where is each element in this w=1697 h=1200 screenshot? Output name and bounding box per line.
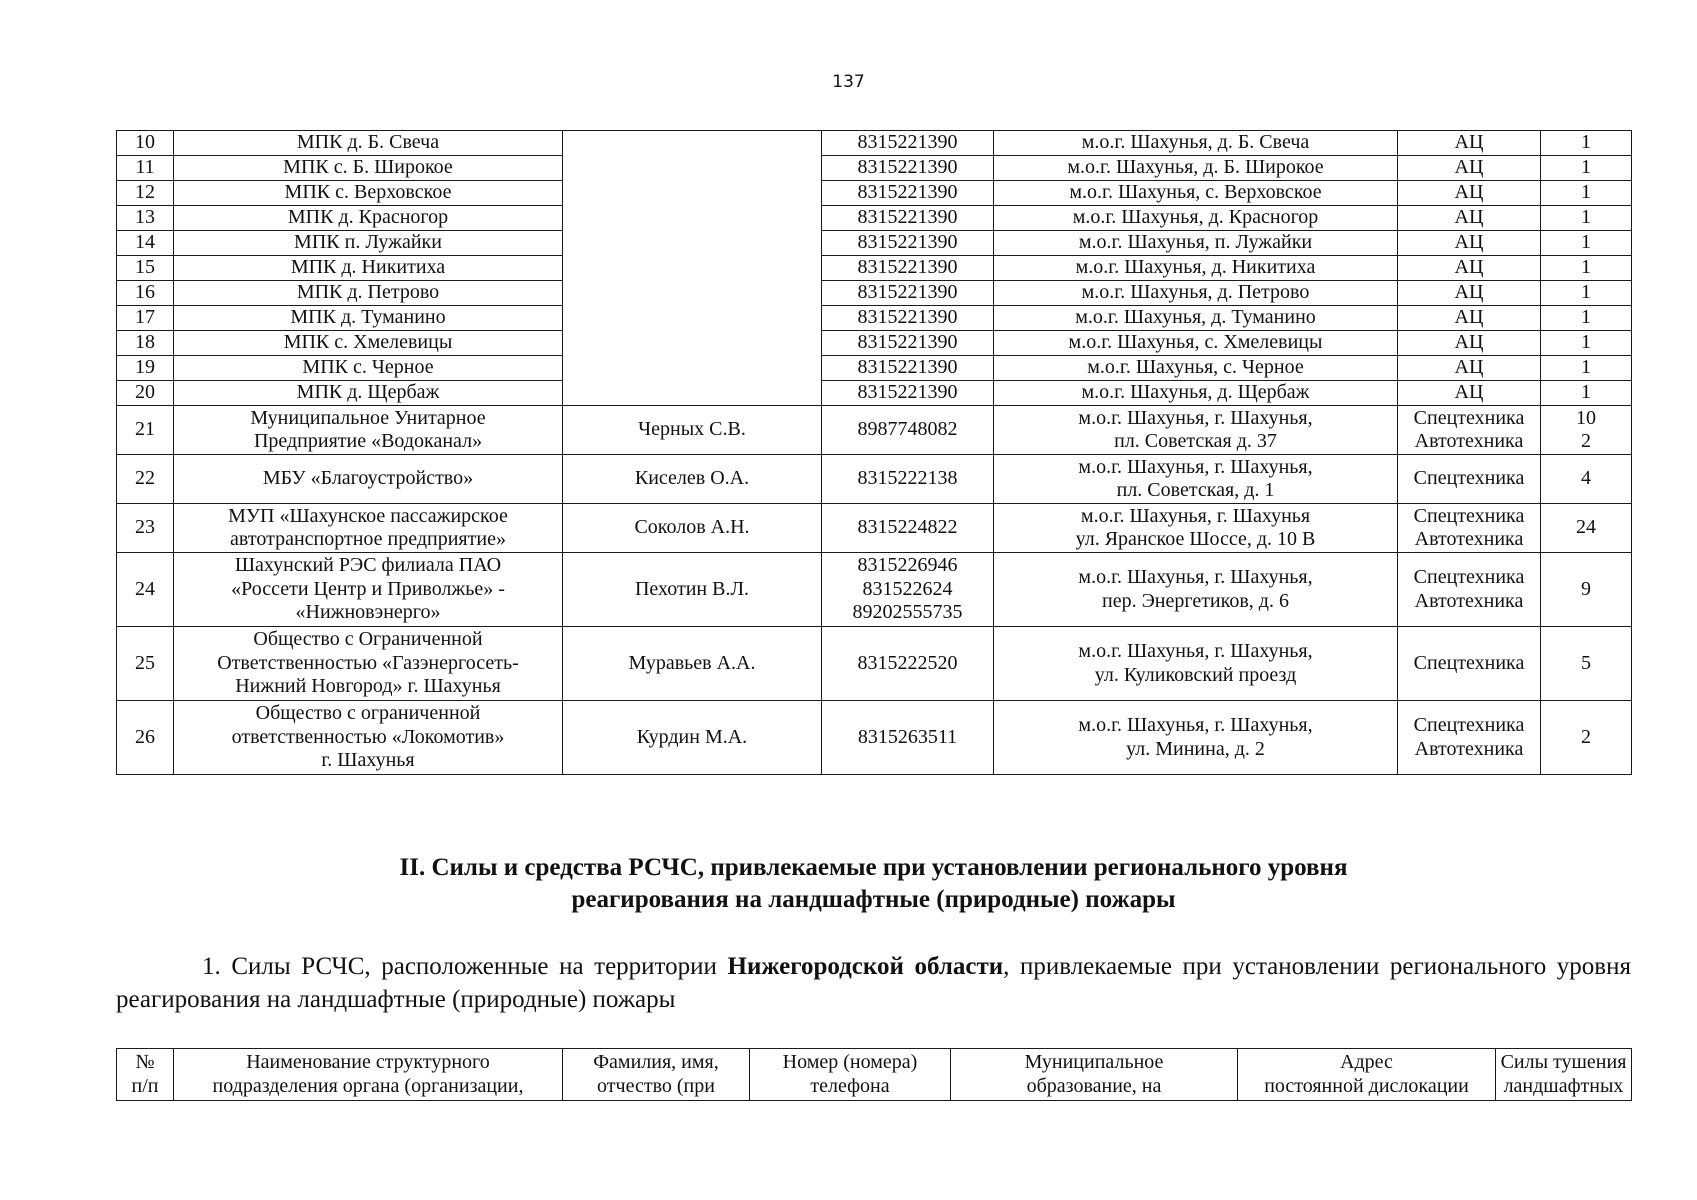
equipment-type-line: Спецтехника: [1413, 406, 1525, 429]
unit-name: [174, 701, 563, 775]
col-person-header: [563, 1049, 750, 1101]
col-municipality-header: [951, 1049, 1238, 1101]
col-address-header: [1238, 1049, 1496, 1101]
address: м.о.г. Шахунья, д. Петрово: [994, 281, 1398, 306]
intro-paragraph: [116, 950, 1631, 1016]
paragraph-region: Нижегородской области: [727, 953, 1004, 980]
row-number: 10: [117, 131, 174, 156]
equipment-type-line: Автотехника: [1414, 528, 1524, 550]
row-number: 13: [117, 206, 174, 231]
row-number: 25: [117, 627, 174, 701]
equipment-type: АЦ: [1398, 131, 1541, 156]
equipment-type-line: Автотехника: [1414, 430, 1524, 452]
col-phone-header: [750, 1049, 951, 1101]
phone: [822, 553, 994, 627]
phone-line: 8315222138: [857, 467, 958, 490]
unit-name: [174, 406, 563, 455]
address: [994, 553, 1398, 627]
equipment-type: [1398, 553, 1541, 627]
phone: [822, 504, 994, 553]
phone: [822, 455, 994, 504]
phone: 8315221390: [822, 256, 994, 281]
unit-name: МПК с. Черное: [174, 356, 563, 381]
equipment-count: 1: [1541, 281, 1632, 306]
unit-name-line: Общество с ограниченной: [255, 702, 481, 725]
address-line: м.о.г. Шахунья, г. Шахунья,: [1078, 640, 1313, 662]
col-phone-header-line: Номер (номера): [782, 1051, 918, 1073]
col-number-header-line: п/п: [131, 1075, 159, 1097]
header-table: [116, 1048, 1632, 1101]
row-number: 16: [117, 281, 174, 306]
equipment-type-line: Спецтехника: [1413, 467, 1525, 490]
address: [994, 504, 1398, 553]
equipment-count: 1: [1541, 356, 1632, 381]
phone: 8315221390: [822, 306, 994, 331]
address: м.о.г. Шахунья, п. Лужайки: [994, 231, 1398, 256]
equipment-count: 1: [1541, 181, 1632, 206]
col-address-header-line: постоянной дислокации: [1264, 1075, 1469, 1097]
equipment-count-line: 4: [1581, 467, 1591, 490]
phone: 8315221390: [822, 381, 994, 406]
phone-line: 8315222520: [857, 651, 958, 674]
equipment-count: 1: [1541, 306, 1632, 331]
address: м.о.г. Шахунья, д. Красногор: [994, 206, 1398, 231]
phone-line: 8315224822: [857, 516, 958, 539]
table-row: [117, 156, 1632, 181]
unit-name-line: Шахунский РЭС филиала ПАО: [234, 554, 502, 577]
equipment-type: АЦ: [1398, 256, 1541, 281]
equipment-count: 1: [1541, 206, 1632, 231]
equipment-count-line: 10: [1576, 406, 1596, 429]
unit-name: МПК д. Щербаж: [174, 381, 563, 406]
table-row: [117, 627, 1632, 701]
unit-name: МПК с. Верховское: [174, 181, 563, 206]
phone-line: 831522624: [862, 577, 953, 600]
unit-name: [174, 504, 563, 553]
address: [994, 627, 1398, 701]
equipment-type: [1398, 406, 1541, 455]
address: м.о.г. Шахунья, д. Туманино: [994, 306, 1398, 331]
col-unit-name-header-line: подразделения органа (организации,: [212, 1075, 524, 1097]
table-row: [117, 281, 1632, 306]
equipment-count: 1: [1541, 331, 1632, 356]
col-number-header: [117, 1049, 174, 1101]
col-person-header-line: отчество (при: [597, 1075, 715, 1097]
row-number: 20: [117, 381, 174, 406]
table-row: [117, 231, 1632, 256]
equipment-type-line: Спецтехника: [1413, 714, 1525, 736]
equipment-count: 1: [1541, 256, 1632, 281]
address: м.о.г. Шахунья, д. Б. Свеча: [994, 131, 1398, 156]
address-line: пер. Энергетиков, д. 6: [1102, 589, 1289, 612]
section-heading-line1: II. Силы и средства РСЧС, привлекаемые при установлении регионального уровня: [399, 854, 1348, 881]
address-line: пл. Советская, д. 1: [1116, 479, 1275, 501]
phone-line: 8987748082: [857, 418, 958, 441]
unit-name-line: Предприятие «Водоканал»: [253, 430, 483, 452]
table-row: [117, 181, 1632, 206]
row-number: 17: [117, 306, 174, 331]
table-row: [117, 331, 1632, 356]
responsible-person: Киселев О.А.: [563, 455, 822, 504]
responsible-person-empty: [563, 131, 822, 406]
equipment-type: АЦ: [1398, 156, 1541, 181]
col-phone-header-line: телефона: [810, 1075, 890, 1097]
row-number: 18: [117, 331, 174, 356]
address: [994, 701, 1398, 775]
section-heading: [116, 852, 1631, 916]
row-number: 11: [117, 156, 174, 181]
unit-name-line: Ответственностью «Газэнергосеть-: [217, 651, 519, 674]
row-number: 21: [117, 406, 174, 455]
unit-name-line: Муниципальное Унитарное: [250, 406, 486, 429]
unit-name: МПК д. Никитиха: [174, 256, 563, 281]
equipment-type: АЦ: [1398, 206, 1541, 231]
equipment-type: АЦ: [1398, 231, 1541, 256]
equipment-count: 1: [1541, 131, 1632, 156]
equipment-type: АЦ: [1398, 181, 1541, 206]
section-heading-line2: реагирования на ландшафтные (природные) пожары: [571, 886, 1176, 913]
equipment-count: 1: [1541, 231, 1632, 256]
equipment-count: [1541, 406, 1632, 455]
col-municipality-header-line: образование, на: [1026, 1075, 1162, 1097]
col-municipality-header-line: Муниципальное: [1024, 1051, 1164, 1073]
table-row: [117, 553, 1632, 627]
col-number-header-line: №: [135, 1051, 155, 1073]
paragraph-part1: 1. Силы РСЧС, расположенные на территории: [202, 953, 728, 980]
phone: [822, 701, 994, 775]
phone: 8315221390: [822, 331, 994, 356]
address: м.о.г. Шахунья, с. Хмелевицы: [994, 331, 1398, 356]
address-line: ул. Минина, д. 2: [1126, 737, 1265, 760]
unit-name: МПК с. Б. Широкое: [174, 156, 563, 181]
address-line: м.о.г. Шахунья, г. Шахунья: [1080, 504, 1311, 527]
table-row: [117, 406, 1632, 455]
equipment-type-line: Спецтехника: [1413, 504, 1525, 527]
table-row: [117, 256, 1632, 281]
unit-name: [174, 553, 563, 627]
equipment-type: АЦ: [1398, 381, 1541, 406]
phone: [822, 627, 994, 701]
phone: 8315221390: [822, 156, 994, 181]
address: м.о.г. Шахунья, с. Черное: [994, 356, 1398, 381]
equipment-type-line: Спецтехника: [1413, 651, 1525, 674]
row-number: 22: [117, 455, 174, 504]
unit-name: МПК д. Б. Свеча: [174, 131, 563, 156]
phone: [822, 406, 994, 455]
table-row: [117, 701, 1632, 775]
phone: 8315221390: [822, 281, 994, 306]
table-row: [117, 455, 1632, 504]
phone-line: 8315263511: [857, 725, 958, 748]
equipment-type-line: Спецтехника: [1413, 566, 1525, 588]
equipment-type-line: Автотехника: [1414, 589, 1524, 612]
equipment-count-line: 24: [1576, 516, 1596, 539]
equipment-count-line: 9: [1581, 577, 1591, 600]
unit-name-line: «Россети Центр и Приволжье» -: [231, 577, 505, 600]
equipment-type: АЦ: [1398, 356, 1541, 381]
unit-name-line: МБУ «Благоустройство»: [262, 467, 474, 490]
equipment-count: [1541, 504, 1632, 553]
unit-name-line: Нижний Новгород» г. Шахунья: [235, 675, 501, 698]
equipment-type: АЦ: [1398, 281, 1541, 306]
unit-name-line: МУП «Шахунское пассажирское: [228, 504, 508, 527]
unit-name-line: ответственностью «Локомотив»: [231, 725, 505, 748]
table-row: [117, 131, 1632, 156]
equipment-count: 1: [1541, 381, 1632, 406]
page-number: 137: [832, 72, 865, 92]
equipment-count: [1541, 627, 1632, 701]
equipment-count: [1541, 455, 1632, 504]
responsible-person: Муравьев А.А.: [563, 627, 822, 701]
phone-line: 8315226946: [857, 554, 958, 577]
col-unit-name-header-line: Наименование структурного: [246, 1051, 490, 1073]
col-forces-header-line: ландшафтных: [1503, 1075, 1624, 1097]
equipment-count: 1: [1541, 156, 1632, 181]
address: [994, 406, 1398, 455]
equipment-count-line: 2: [1581, 725, 1591, 748]
address: м.о.г. Шахунья, д. Щербаж: [994, 381, 1398, 406]
responsible-person: Черных С.В.: [563, 406, 822, 455]
equipment-type: [1398, 455, 1541, 504]
table-row: [117, 381, 1632, 406]
col-forces-header-line: Силы тушения: [1500, 1051, 1627, 1073]
equipment-count-line: 5: [1581, 651, 1591, 674]
col-address-header-line: Адрес: [1340, 1051, 1393, 1073]
equipment-count-line: 2: [1581, 430, 1591, 452]
equipment-type-line: Автотехника: [1414, 737, 1524, 760]
address: [994, 455, 1398, 504]
address-line: ул. Яранское Шоссе, д. 10 В: [1075, 528, 1316, 550]
address-line: м.о.г. Шахунья, г. Шахунья,: [1078, 455, 1313, 478]
address-line: пл. Советская д. 37: [1114, 430, 1277, 452]
table-row: [117, 206, 1632, 231]
col-unit-name-header: [174, 1049, 563, 1101]
equipment-type: [1398, 627, 1541, 701]
unit-name: МПК д. Красногор: [174, 206, 563, 231]
address: м.о.г. Шахунья, с. Верховское: [994, 181, 1398, 206]
equipment-type: [1398, 504, 1541, 553]
address-line: ул. Куликовский проезд: [1094, 663, 1297, 686]
equipment-type: АЦ: [1398, 331, 1541, 356]
unit-name: МПК с. Хмелевицы: [174, 331, 563, 356]
unit-name-line: «Нижновэнерго»: [295, 601, 441, 624]
row-number: 23: [117, 504, 174, 553]
responsible-person: Курдин М.А.: [563, 701, 822, 775]
phone: 8315221390: [822, 231, 994, 256]
unit-name: МПК п. Лужайки: [174, 231, 563, 256]
row-number: 14: [117, 231, 174, 256]
equipment-count: [1541, 701, 1632, 775]
phone: 8315221390: [822, 206, 994, 231]
unit-name-line: автотранспортное предприятие»: [230, 528, 506, 550]
address-line: м.о.г. Шахунья, г. Шахунья,: [1078, 566, 1313, 588]
col-forces-header: [1496, 1049, 1632, 1101]
col-person-header-line: Фамилия, имя,: [593, 1051, 719, 1073]
address-line: м.о.г. Шахунья, г. Шахунья,: [1078, 714, 1313, 736]
unit-name: [174, 455, 563, 504]
unit-name: МПК д. Петрово: [174, 281, 563, 306]
row-number: 19: [117, 356, 174, 381]
address-line: м.о.г. Шахунья, г. Шахунья,: [1078, 406, 1313, 429]
phone: 8315221390: [822, 131, 994, 156]
row-number: 24: [117, 553, 174, 627]
phone: 8315221390: [822, 181, 994, 206]
equipment-type: АЦ: [1398, 306, 1541, 331]
row-number: 26: [117, 701, 174, 775]
paragraph-part2: , привлекаемые при установлении регионального уровня реагирования на ландшафтные (природные) пожары: [116, 953, 1631, 1013]
responsible-person: Пехотин В.Л.: [563, 553, 822, 627]
table-row: [117, 306, 1632, 331]
phone-line: 89202555735: [852, 601, 963, 624]
equipment-count: [1541, 553, 1632, 627]
responsible-person: Соколов А.Н.: [563, 504, 822, 553]
phone: 8315221390: [822, 356, 994, 381]
equipment-type: [1398, 701, 1541, 775]
address: м.о.г. Шахунья, д. Б. Широкое: [994, 156, 1398, 181]
table-row: [117, 356, 1632, 381]
row-number: 12: [117, 181, 174, 206]
unit-name: [174, 627, 563, 701]
forces-table: [116, 130, 1632, 775]
unit-name-line: г. Шахунья: [321, 749, 415, 772]
table-row: [117, 504, 1632, 553]
address: м.о.г. Шахунья, д. Никитиха: [994, 256, 1398, 281]
unit-name-line: Общество с Ограниченной: [253, 628, 483, 651]
unit-name: МПК д. Туманино: [174, 306, 563, 331]
row-number: 15: [117, 256, 174, 281]
